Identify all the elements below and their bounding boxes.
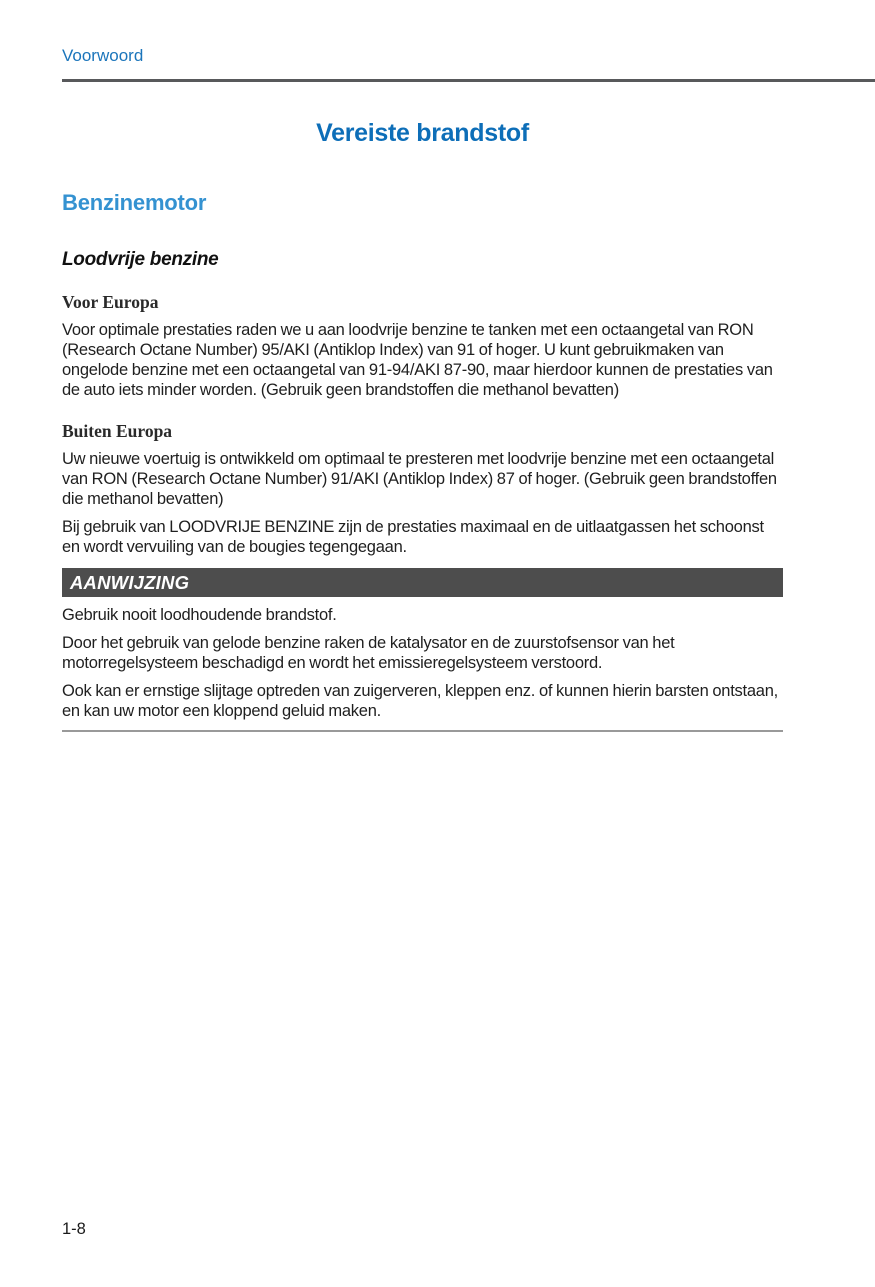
notice-paragraph-1: Gebruik nooit loodhoudende brandstof. bbox=[62, 606, 337, 624]
paragraph-buiten-europa-2: Bij gebruik van LOODVRIJE BENZINE zijn de prestaties maximaal en de uitlaatgassen het schoonst en wordt vervuiling van de bougies tegengegaan. bbox=[62, 518, 764, 556]
notice-paragraph-3: Ook kan er ernstige slijtage optreden van zuigerveren, kleppen enz. of kunnen hierin barsten ontstaan, en kan uw motor een kloppend geluid maken. bbox=[62, 682, 778, 720]
notice-bottom-rule bbox=[62, 730, 783, 732]
section-heading-benzinemotor: Benzinemotor bbox=[62, 190, 207, 215]
subsection-heading-loodvrije-benzine: Loodvrije benzine bbox=[62, 249, 219, 270]
page-footer bbox=[62, 1219, 86, 1239]
paragraph-buiten-europa-1: Uw nieuwe voertuig is ontwikkeld om optimaal te presteren met loodvrije benzine met een octaangetal van RON (Research Octane Number) 91/AKI (Antiklop Index) 87 of hoger. (Gebruik geen brandstoffen die methanol bevatten) bbox=[62, 450, 777, 508]
page-title: Vereiste brandstof bbox=[316, 119, 529, 147]
notice-block bbox=[62, 568, 783, 732]
notice-banner: AANWIJZING bbox=[62, 568, 783, 597]
page-content bbox=[62, 118, 783, 732]
manual-page bbox=[0, 46, 875, 1238]
heading-voor-europa: Voor Europa bbox=[62, 292, 159, 312]
notice-paragraph-2: Door het gebruik van gelode benzine raken de katalysator en de zuurstofsensor van het motorregelsysteem beschadigd en wordt het emissieregelsysteem verstoord. bbox=[62, 634, 675, 672]
header-rule bbox=[62, 79, 875, 82]
page-header bbox=[0, 46, 875, 82]
paragraph-voor-europa: Voor optimale prestaties raden we u aan loodvrije benzine te tanken met een octaangetal van RON (Research Octane Number) 95/AKI (Antiklop Index) van 91 of hoger. U kunt gebruikmaken van ongelode benzine met een octaangetal van 91-94/AKI 87-90, maar hierdoor kunnen de prestaties van de auto iets minder worden. (Gebruik geen brandstoffen die methanol bevatten) bbox=[62, 321, 773, 399]
page-number: 1-8 bbox=[62, 1220, 86, 1238]
heading-buiten-europa: Buiten Europa bbox=[62, 421, 173, 441]
breadcrumb: Voorwoord bbox=[62, 46, 144, 65]
